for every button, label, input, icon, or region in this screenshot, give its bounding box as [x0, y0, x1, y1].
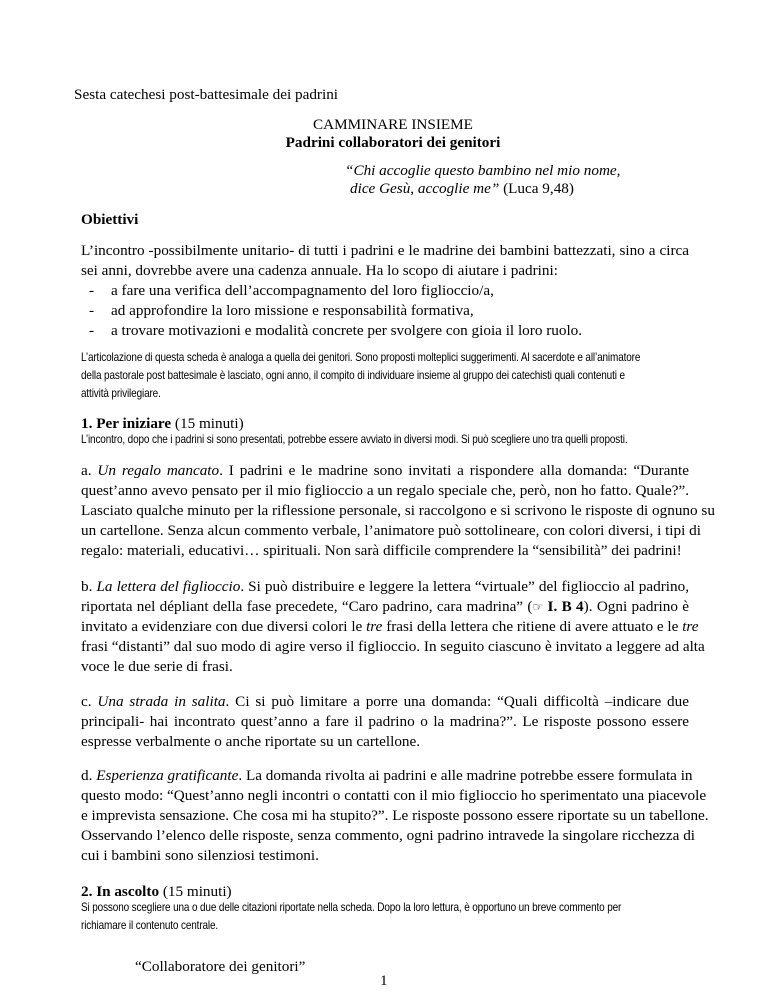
section1-heading [81, 415, 244, 433]
quote-line-2 [350, 180, 574, 198]
option-c [81, 692, 689, 752]
objectives-note-line: della pastorale post battesimale è lasciato, ogni anno, il compito di individuare insieme al gruppo dei catechisti quali contenuti e [81, 369, 625, 382]
document-subtitle: Padrini collaboratori dei genitori [285, 134, 501, 151]
option-text: regalo: materiali, educativi… spirituali. Non sarà difficile comprendere la “sensibilità” dei padrini! [81, 542, 682, 559]
option-text: voce le due serie di frasi. [81, 658, 233, 675]
section1-title: 1. Per iniziare [81, 415, 172, 432]
option-text: principali- hai incontrato quest’anno a fare il padrino o la madrina?”. Le risposte possono essere [81, 713, 689, 730]
option-title: Esperienza gratificante [96, 767, 239, 784]
option-text: riportata nel dépliant della fase precedete, “Caro padrino, cara madrina” ( [81, 598, 533, 615]
emphasis: tre [366, 618, 383, 635]
objectives-intro [81, 241, 689, 281]
objectives-note-line: attività privilegiare. [81, 387, 161, 400]
option-title: Un regalo mancato [97, 462, 220, 479]
option-text: . I padrini e le madrine sono invitati a rispondere alla domanda: “Durante [219, 462, 689, 479]
section1-note: L’incontro, dopo che i padrini si sono presentati, potrebbe essere avviato in diversi modi. Si può scegliere uno tra quelli proposti. [81, 433, 628, 446]
section2-note-line: Si possono scegliere una o due delle citazioni riportate nella scheda. Dopo la loro lettura, è opportuno un breve commento per [81, 901, 622, 914]
option-text: ). Ogni padrino è [583, 598, 689, 615]
option-text: cui i bambini sono silenziosi testimoni. [81, 847, 319, 864]
document-title: CAMMINARE INSIEME [313, 116, 473, 133]
option-text: Osservando l’elenco delle risposte, senza commento, ogni padrino intravede la singolare ricchezza di [81, 827, 696, 844]
option-label: d. [81, 767, 93, 784]
objective-bullet: - a trovare motivazioni e modalità concrete per svolgere con gioia il loro ruolo. [89, 322, 583, 339]
quote-line-1: “Chi accoglie questo bambino nel mio nome, [345, 162, 621, 179]
section1-duration: (15 minuti) [174, 415, 244, 432]
objectives-intro-line: sei anni, dovrebbe avere una cadenza annuale. Ha lo scopo di aiutare i padrini: [81, 262, 558, 279]
page-number: 1 [380, 972, 388, 989]
option-label: b. [81, 578, 93, 595]
objective-text: a fare una verifica dell’accompagnamento del loro figlioccio/a, [111, 282, 494, 299]
option-text: questo modo: “Quest’anno negli incontri o contatti con il mio figlioccio ho sperimentato una piacevole [81, 787, 707, 804]
option-a [81, 461, 715, 561]
quote-text: dice Gesù, accoglie me” [350, 180, 500, 197]
option-title: Una strada in salita [97, 693, 226, 710]
option-text: . Ci si può limitare a porre una domanda: “Quali difficoltà –indicare due [225, 693, 689, 710]
objectives-intro-line: L’incontro -possibilmente unitario- di tutti i padrini e le madrine dei bambini battezzati, sino a circa [81, 242, 689, 259]
objective-bullet: - a fare una verifica dell’accompagnamento del loro figlioccio/a, [89, 282, 494, 299]
section2-title: 2. In ascolto [81, 883, 160, 900]
cross-reference: I. B 4 [547, 598, 584, 615]
option-text: espresse verbalmente o anche riportate su un cartellone. [81, 733, 421, 750]
pointing-hand-icon: ☞ [532, 600, 544, 614]
option-d [81, 766, 709, 866]
option-text: . Si può distribuire e leggere la lettera “virtuale” del figlioccio al padrino, [240, 578, 689, 595]
option-label: a. [81, 462, 92, 479]
option-text: Lasciato qualche minuto per la riflessione personale, si raccolgono e si scrivono le risposte di ognuno su [81, 502, 715, 519]
citation-title: “Collaboratore dei genitori” [135, 958, 306, 975]
section2-note-line: richiamare il contenuto centrale. [81, 919, 219, 932]
header-line: Sesta catechesi post-battesimale dei padrini [74, 86, 339, 103]
section2-duration: (15 minuti) [162, 883, 232, 900]
option-text: invitato a evidenziare con due diversi colori le [81, 618, 363, 635]
option-title: La lettera del figlioccio [96, 578, 241, 595]
objectives-heading: Obiettivi [81, 211, 139, 228]
emphasis: tre [682, 618, 699, 635]
objective-bullet: - ad approfondire la loro missione e responsabilità formativa, [89, 302, 474, 319]
option-text: frasi “distanti” dal suo modo di agire verso il figlioccio. In seguito ciascuno è invitato a leggere ad alta [81, 638, 705, 655]
objective-text: a trovare motivazioni e modalità concrete per svolgere con gioia il loro ruolo. [111, 322, 583, 339]
section2-heading [81, 883, 232, 901]
option-text: quest’anno avevo pensato per il mio figlioccio a un regalo speciale che, però, non ho fatto. Quale?”. [81, 482, 689, 499]
option-text: un cartellone. Senza alcun commento verbale, l’animatore può sottolineare, con colori diversi, i tipi di [81, 522, 701, 539]
option-b [81, 577, 705, 677]
objective-text: ad approfondire la loro missione e responsabilità formativa, [111, 302, 474, 319]
objectives-note-line: L’articolazione di questa scheda è analoga a quella dei genitori. Sono proposti molteplici suggerimenti. Al sacerdote e all’animatore [81, 351, 641, 364]
option-text: . La domanda rivolta ai padrini e alle madrine potrebbe essere formulata in [238, 767, 693, 784]
quote-reference: (Luca 9,48) [503, 180, 574, 197]
option-text: e imprevista sensazione. Che cosa mi ha stupito?”. Le risposte possono essere riportate su un tabellone. [81, 807, 709, 824]
option-text: frasi della lettera che ritiene di avere attuato e le [386, 618, 679, 635]
option-label: c. [81, 693, 92, 710]
